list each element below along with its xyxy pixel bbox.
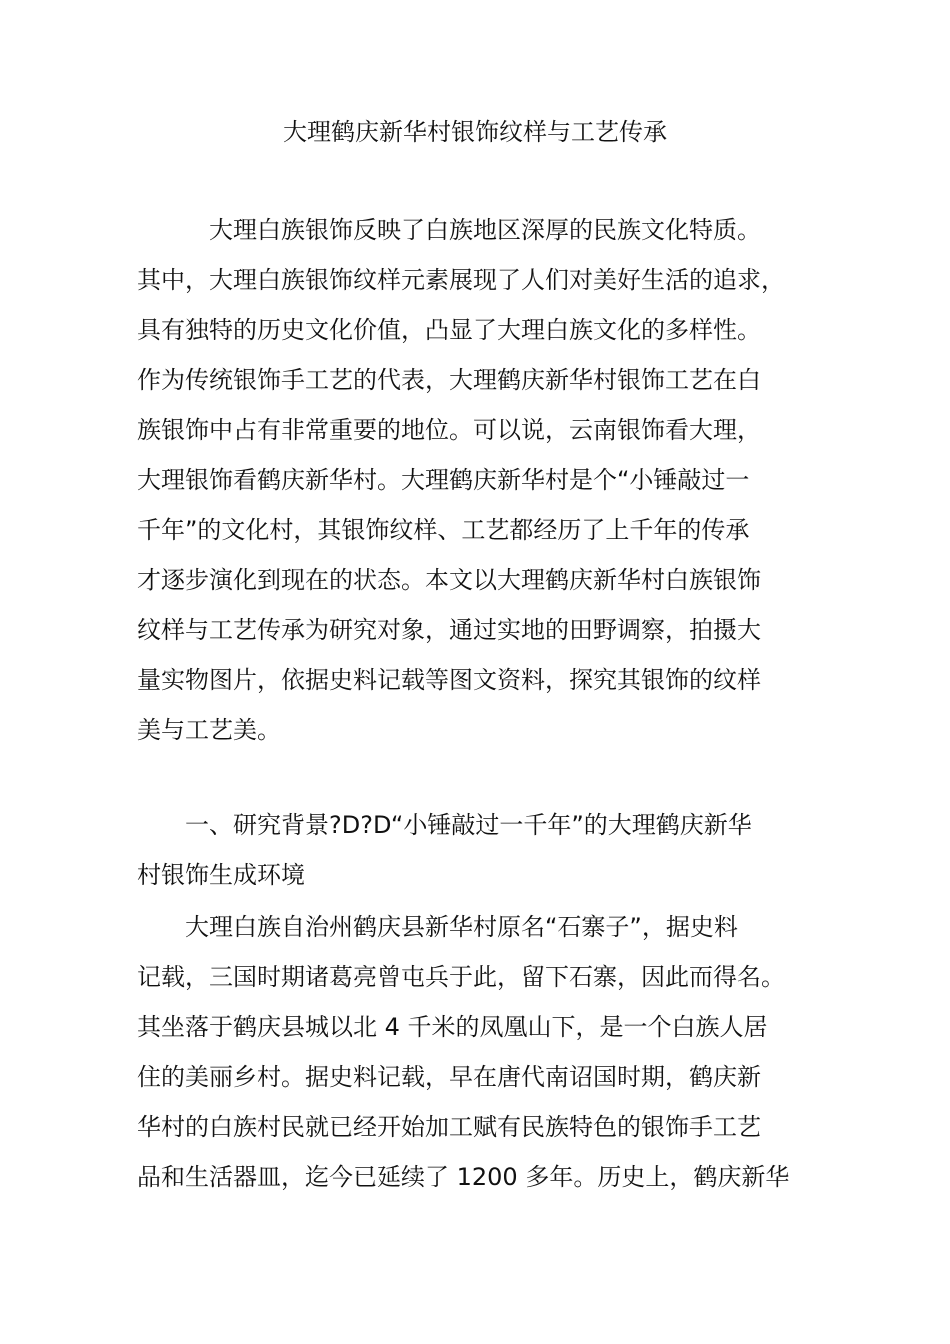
paragraph-line: 华村的白族村民就已经开始加工赋有民族特色的银饰手工艺 (137, 1113, 761, 1141)
paragraph-line: 作为传统银饰手工艺的代表，大理鹤庆新华村银饰工艺在白 (137, 366, 761, 394)
paragraph-line: 量实物图片，依据史料记载等图文资料，探究其银饰的纹样 (137, 666, 761, 694)
paragraph-line: 品和生活器皿，迄今已延续了 1200 多年。历史上，鹤庆新华 (137, 1163, 790, 1191)
paragraph-line: 其中，大理白族银饰纹样元素展现了人们对美好生活的追求， (137, 266, 785, 294)
paragraph-line: 美与工艺美。 (137, 716, 281, 744)
paragraph-line: 记载，三国时期诸葛亮曾屯兵于此，留下石寨，因此而得名。 (137, 963, 785, 991)
paragraph-background (137, 902, 837, 1202)
paragraph-line: 才逐步演化到现在的状态。本文以大理鹤庆新华村白族银饰 (137, 566, 761, 594)
paragraph-line: 千年”的文化村，其银饰纹样、工艺都经历了上千年的传承 (137, 516, 750, 544)
paragraph-intro (137, 205, 837, 755)
section-heading (137, 800, 837, 900)
paragraph-line: 住的美丽乡村。据史料记载，早在唐代南诏国时期，鹤庆新 (137, 1063, 761, 1091)
paragraph-line: 纹样与工艺传承为研究对象，通过实地的田野调察，拍摄大 (137, 616, 761, 644)
document-title: 大理鹤庆新华村银饰纹样与工艺传承 (283, 118, 667, 146)
paragraph-line: 族银饰中占有非常重要的地位。可以说，云南银饰看大理， (137, 416, 761, 444)
paragraph-line: 大理白族银饰反映了白族地区深厚的民族文化特质。 (209, 216, 761, 244)
paragraph-line: 具有独特的历史文化价值，凸显了大理白族文化的多样性。 (137, 316, 761, 344)
section-heading-line: 一、研究背景?D?D“小锤敲过一千年”的大理鹤庆新华 (185, 811, 752, 839)
section-heading-line: 村银饰生成环境 (137, 861, 305, 889)
paragraph-line: 大理银饰看鹤庆新华村。大理鹤庆新华村是个“小锤敲过一 (137, 466, 750, 494)
paragraph-line: 其坐落于鹤庆县城以北 4 千米的凤凰山下，是一个白族人居 (137, 1013, 768, 1041)
paragraph-line: 大理白族自治州鹤庆县新华村原名“石寨子”，据史料 (185, 913, 738, 941)
